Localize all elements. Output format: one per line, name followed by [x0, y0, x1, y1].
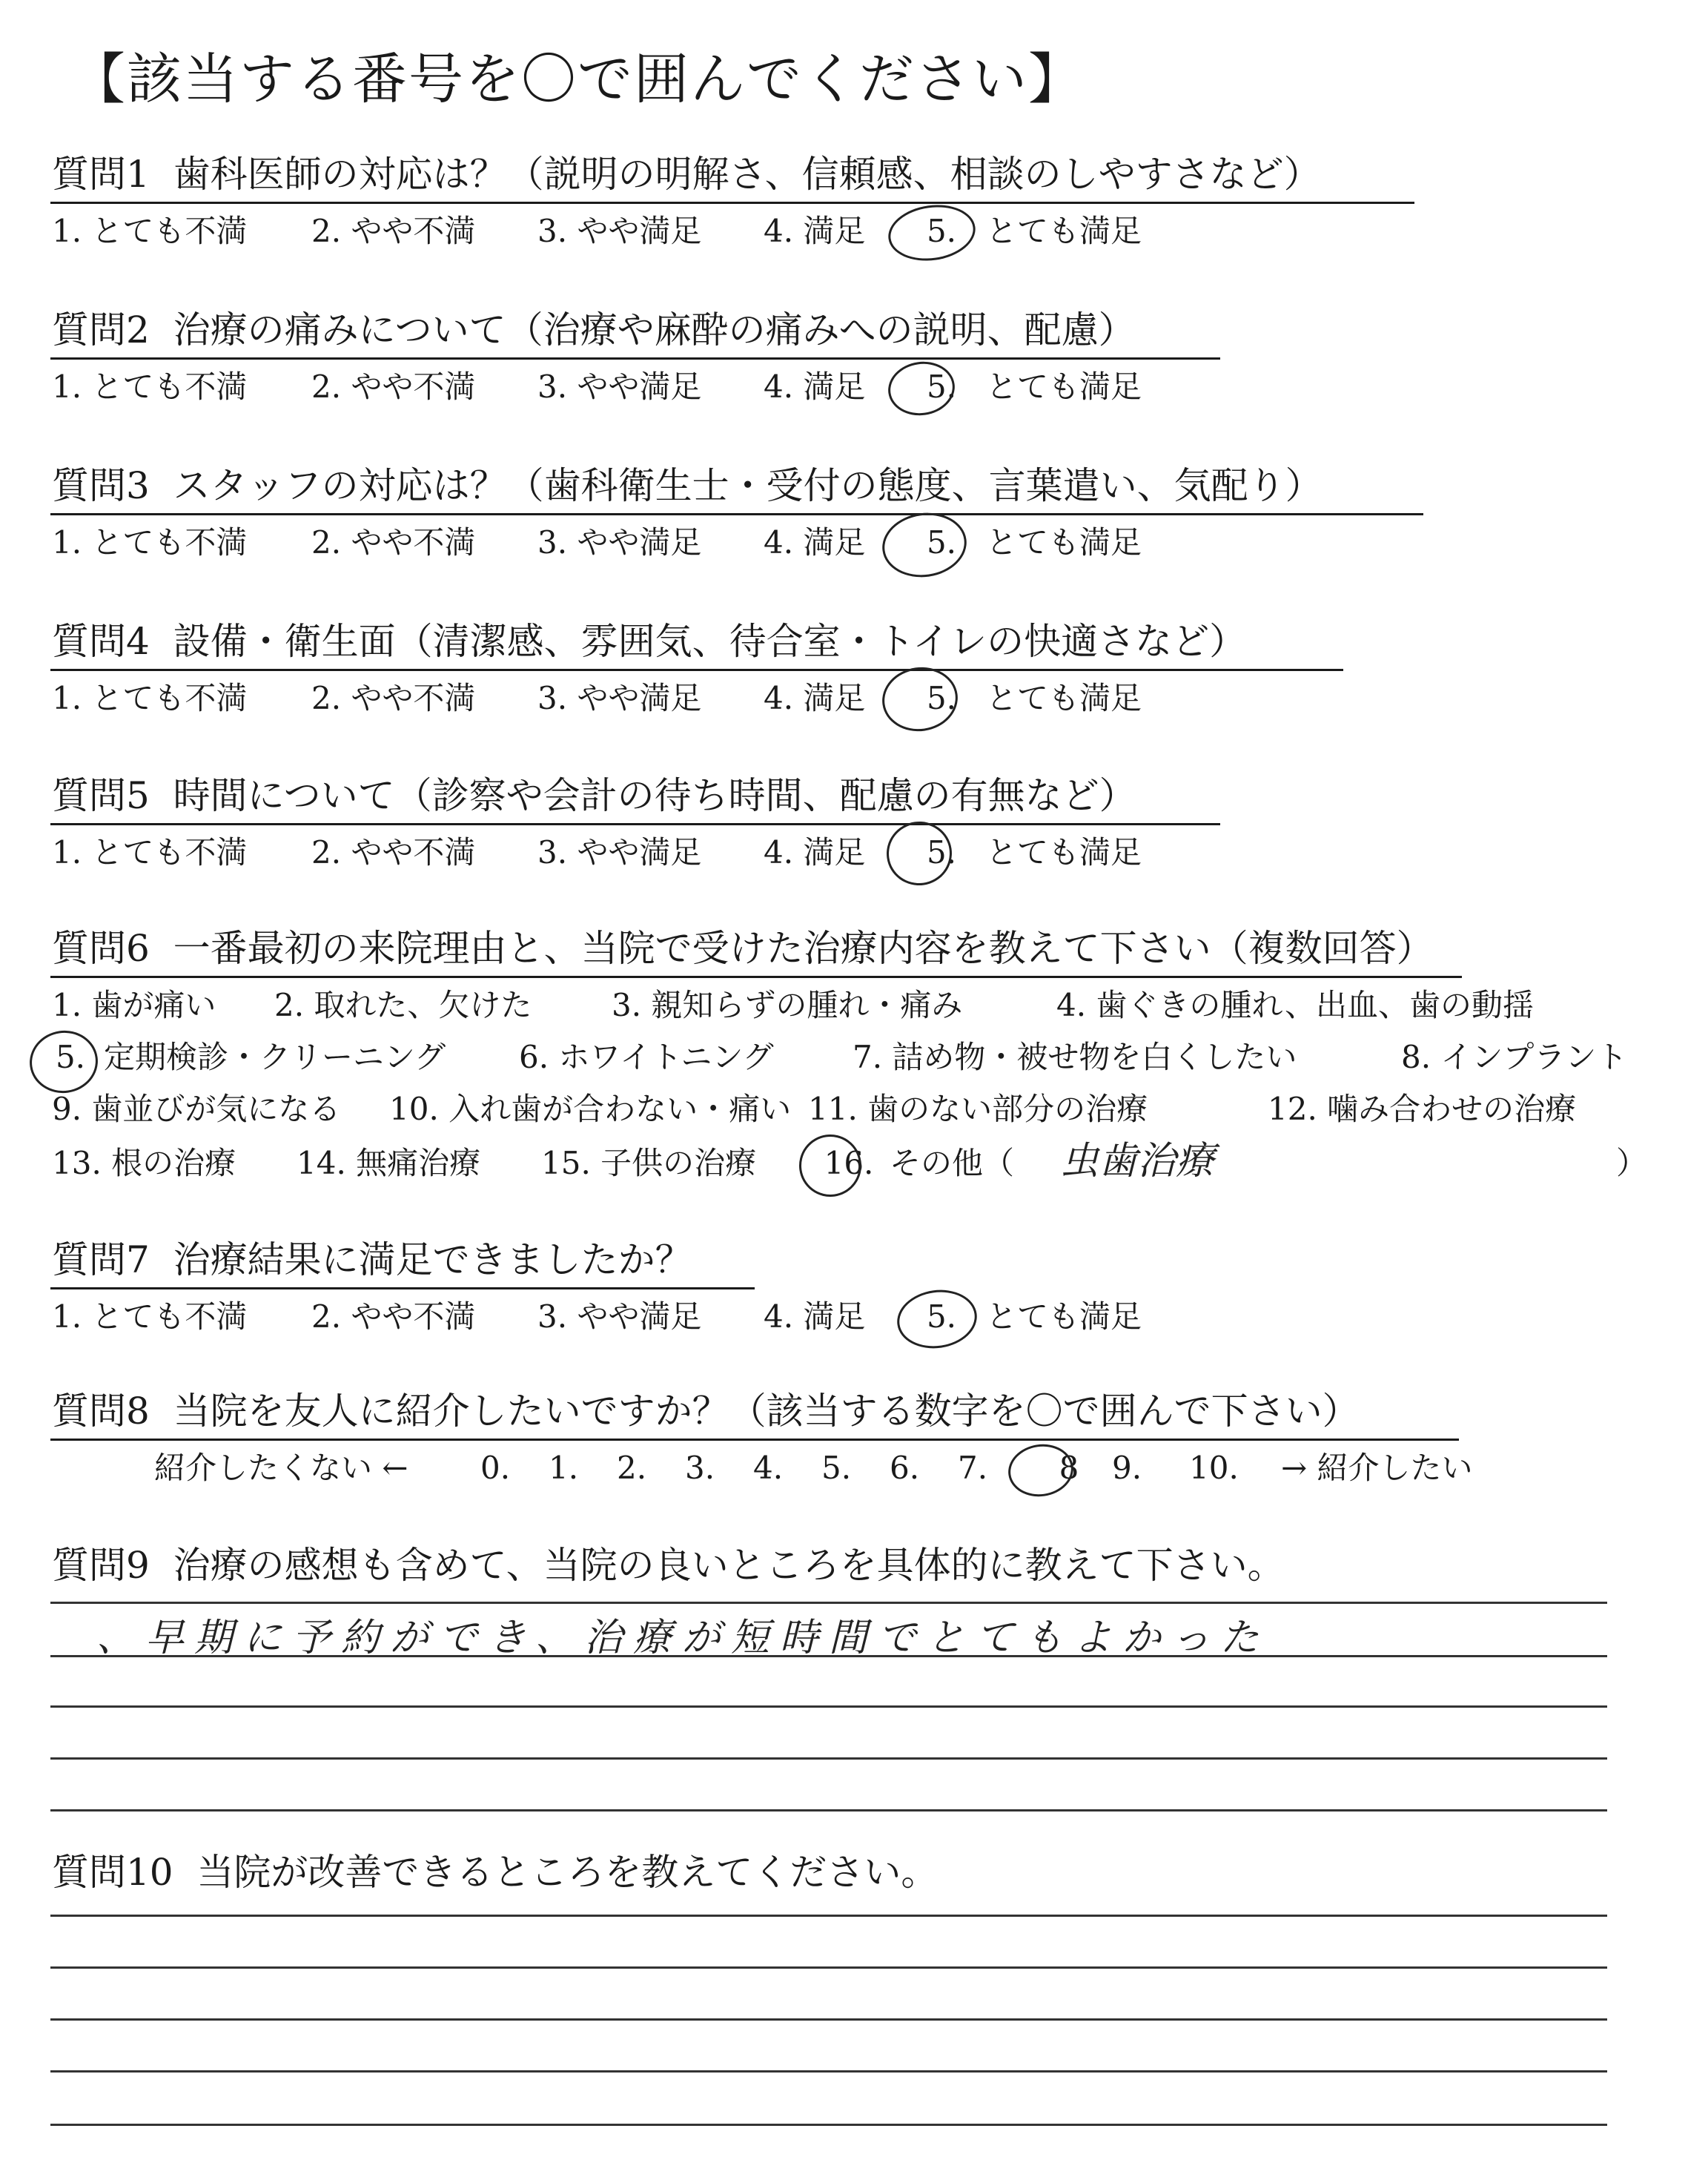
q1-option-2[interactable]: 2. やや不満 — [311, 213, 476, 249]
q5-option-5[interactable]: 5. — [926, 834, 957, 871]
q3-option-4[interactable]: 4. 満足 — [764, 524, 866, 561]
q8-right-label: → 紹介したい — [1281, 1450, 1473, 1486]
q6-row-1 — [52, 986, 1534, 1025]
q6-option-16-label: その他（ — [890, 1145, 1015, 1181]
q5-heading — [52, 773, 1136, 819]
q10-text: 当院が改善できるところを教えてください。 — [196, 1851, 939, 1894]
q8-option-10[interactable]: 10. — [1189, 1450, 1239, 1486]
q1-text: 歯科医師の対応は？（説明の明解さ、信頼感、相談のしやすさなど） — [173, 153, 1321, 196]
q2-option-5-label: とても満足 — [986, 369, 1142, 405]
q4-text: 設備・衛生面（清潔感、雰囲気、待合室・トイレの快適さなど） — [173, 620, 1247, 663]
q8-option-4[interactable]: 4. — [753, 1450, 784, 1486]
q7-option-5[interactable]: 5. — [926, 1298, 957, 1335]
q8-option-5[interactable]: 5. — [821, 1450, 852, 1486]
q8-option-0[interactable]: 0. — [480, 1450, 511, 1486]
q9-label: 質問9 — [52, 1544, 150, 1587]
q5-selection-circle — [882, 817, 956, 889]
q3-heading — [52, 463, 1323, 509]
q8-option-2[interactable]: 2. — [617, 1450, 647, 1486]
q6-option-16[interactable]: 16. — [824, 1145, 874, 1181]
q9-text: 治療の感想も含めて、当院の良いところを具体的に教えて下さい。 — [173, 1544, 1285, 1587]
q9-answer-line-4 — [50, 1757, 1607, 1760]
q1-selection-circle — [884, 199, 979, 266]
q4-label: 質問4 — [52, 620, 150, 663]
q10-answer-line-2[interactable] — [50, 1966, 1607, 1969]
q8-scale — [154, 1449, 1473, 1487]
q8-option-3[interactable]: 3. — [685, 1450, 715, 1486]
q4-option-5[interactable]: 5. — [926, 680, 957, 716]
q7-heading — [52, 1237, 692, 1283]
q1-option-1[interactable]: 1. とても不満 — [52, 213, 248, 249]
q2-selection-circle — [884, 357, 958, 420]
q8-option-9[interactable]: 9. — [1112, 1450, 1142, 1486]
q4-option-5-label: とても満足 — [986, 680, 1142, 716]
q7-option-3[interactable]: 3. やや満足 — [537, 1298, 702, 1335]
q6-label: 質問6 — [52, 927, 150, 970]
q9-answer-line-2 — [50, 1655, 1607, 1657]
q4-options — [52, 679, 1142, 718]
q7-underline — [50, 1287, 755, 1289]
q6-option-8[interactable]: 8. インプラント — [1401, 1039, 1628, 1075]
q3-underline — [50, 513, 1423, 515]
q4-heading — [52, 618, 1246, 664]
q9-answer-line-5 — [50, 1809, 1607, 1811]
q6-option-7[interactable]: 7. 詰め物・被せ物を白くしたい — [853, 1039, 1297, 1075]
q5-text: 時間について（診察や会計の待ち時間、配慮の有無など） — [173, 774, 1136, 817]
q6-option-5-selection-circle — [26, 1026, 102, 1097]
q3-option-1[interactable]: 1. とても不満 — [52, 524, 248, 561]
q6-text: 一番最初の来院理由と、当院で受けた治療内容を教えて下さい（複数回答） — [173, 927, 1434, 970]
q2-option-3[interactable]: 3. やや満足 — [537, 369, 702, 405]
q1-underline — [50, 202, 1414, 204]
q5-option-2[interactable]: 2. やや不満 — [311, 834, 476, 871]
q6-option-3[interactable]: 3. 親知らずの腫れ・痛み — [612, 987, 963, 1023]
q8-left-label: 紹介したくない ← — [154, 1450, 408, 1486]
instruction-heading: 【該当する番号を〇で囲んでください】 — [70, 47, 1085, 111]
q1-option-5[interactable]: 5. — [926, 213, 957, 249]
q5-option-1[interactable]: 1. とても不満 — [52, 834, 248, 871]
q3-text: スタッフの対応は？（歯科衛生士・受付の態度、言葉遣い、気配り） — [173, 464, 1323, 507]
q3-option-2[interactable]: 2. やや不満 — [311, 524, 476, 561]
q2-options — [52, 368, 1142, 406]
q6-option-1[interactable]: 1. 歯が痛い — [52, 987, 216, 1023]
q8-option-7[interactable]: 7. — [958, 1450, 988, 1486]
q8-heading — [52, 1388, 1360, 1434]
q6-option-4[interactable]: 4. 歯ぐきの腫れ、出血、歯の動揺 — [1056, 987, 1534, 1023]
q9-answer[interactable]: 、早期に予約ができ、治療が短時間でとてもよかった — [96, 1616, 1269, 1660]
q5-options — [52, 833, 1142, 872]
q10-heading — [52, 1849, 938, 1895]
q4-option-2[interactable]: 2. やや不満 — [311, 680, 476, 716]
q7-text: 治療結果に満足できましたか？ — [173, 1238, 692, 1281]
q10-label: 質問10 — [52, 1851, 173, 1894]
q4-option-3[interactable]: 3. やや満足 — [537, 680, 702, 716]
q6-option-13[interactable]: 13. 根の治療 — [52, 1145, 236, 1181]
q6-underline — [50, 976, 1462, 978]
q7-selection-circle — [893, 1285, 981, 1353]
q6-other-answer: 虫歯治療 — [1060, 1139, 1215, 1183]
q1-option-5-label: とても満足 — [986, 213, 1142, 249]
q6-option-5-label: 定期検診・クリーニング — [104, 1039, 446, 1075]
q7-option-5-label: とても満足 — [986, 1298, 1142, 1335]
q6-option-11[interactable]: 11. 歯のない部分の治療 — [808, 1091, 1148, 1127]
q6-heading — [52, 925, 1434, 971]
q5-underline — [50, 823, 1220, 825]
q6-option-15[interactable]: 15. 子供の治療 — [541, 1145, 757, 1181]
q3-option-5[interactable]: 5. — [926, 524, 957, 561]
q3-option-3[interactable]: 3. やや満足 — [537, 524, 702, 561]
q9-answer-line-3 — [50, 1705, 1607, 1708]
q6-option-10[interactable]: 10. 入れ歯が合わない・痛い — [389, 1091, 792, 1127]
q10-answer-line-4[interactable] — [50, 2070, 1607, 2073]
q5-option-5-label: とても満足 — [986, 834, 1142, 871]
q9-heading — [52, 1542, 1285, 1588]
q7-option-2[interactable]: 2. やや不満 — [311, 1298, 476, 1335]
q6-option-5[interactable]: 5. — [55, 1039, 86, 1075]
q10-answer-line-5[interactable] — [50, 2124, 1607, 2126]
q6-option-9[interactable]: 9. 歯並びが気になる — [52, 1091, 341, 1127]
q8-underline — [50, 1439, 1459, 1441]
q9-answer-line-1 — [50, 1602, 1607, 1604]
q8-option-8[interactable]: 8 — [1059, 1450, 1079, 1486]
q5-option-4[interactable]: 4. 満足 — [764, 834, 866, 871]
q2-heading — [52, 307, 1136, 353]
q2-underline — [50, 357, 1220, 360]
q2-option-2[interactable]: 2. やや不満 — [311, 369, 476, 405]
q4-option-1[interactable]: 1. とても不満 — [52, 680, 248, 716]
q1-label: 質問1 — [52, 153, 150, 196]
q7-option-1[interactable]: 1. とても不満 — [52, 1298, 248, 1335]
q7-option-4[interactable]: 4. 満足 — [764, 1298, 866, 1335]
q4-option-4[interactable]: 4. 満足 — [764, 680, 866, 716]
q4-selection-circle — [878, 662, 962, 736]
q6-option-14[interactable]: 14. 無痛治療 — [297, 1145, 481, 1181]
q5-label: 質問5 — [52, 774, 150, 817]
q8-label: 質問8 — [52, 1390, 150, 1433]
q2-option-5[interactable]: 5. — [926, 369, 957, 405]
q8-option-6[interactable]: 6. — [890, 1450, 920, 1486]
q4-underline — [50, 669, 1343, 671]
q3-selection-circle — [878, 507, 971, 582]
q1-option-3[interactable]: 3. やや満足 — [537, 213, 702, 249]
q8-option-1[interactable]: 1. — [549, 1450, 579, 1486]
q3-options — [52, 524, 1142, 562]
q1-option-4[interactable]: 4. 満足 — [764, 213, 866, 249]
q2-option-1[interactable]: 1. とても不満 — [52, 369, 248, 405]
q6-row-2 — [37, 1038, 1627, 1077]
q5-option-3[interactable]: 3. やや満足 — [537, 834, 702, 871]
q1-heading — [52, 151, 1321, 197]
q6-other-close: ） — [1616, 1145, 1648, 1181]
q6-row-3 — [52, 1090, 1576, 1129]
q7-label: 質問7 — [52, 1238, 150, 1281]
q8-text: 当院を友人に紹介したいですか？（該当する数字を〇で囲んで下さい） — [173, 1390, 1360, 1433]
q2-label: 質問2 — [52, 308, 150, 351]
q6-option-6[interactable]: 6. ホワイトニング — [519, 1039, 774, 1075]
q3-label: 質問3 — [52, 464, 150, 507]
q2-text: 治療の痛みについて（治療や麻酔の痛みへの説明、配慮） — [173, 308, 1136, 351]
q6-option-2[interactable]: 2. 取れた、欠けた — [274, 987, 532, 1023]
q2-option-4[interactable]: 4. 満足 — [764, 369, 866, 405]
q6-other-field[interactable] — [1038, 1139, 1616, 1183]
q6-option-16-selection-circle — [795, 1131, 866, 1201]
q10-answer-line-3[interactable] — [50, 2018, 1607, 2021]
q1-options — [52, 212, 1142, 251]
q10-answer-line-1[interactable] — [50, 1915, 1607, 1917]
q3-option-5-label: とても満足 — [986, 524, 1142, 561]
q6-option-12[interactable]: 12. 噛み合わせの治療 — [1268, 1091, 1577, 1127]
q7-options — [52, 1298, 1142, 1336]
